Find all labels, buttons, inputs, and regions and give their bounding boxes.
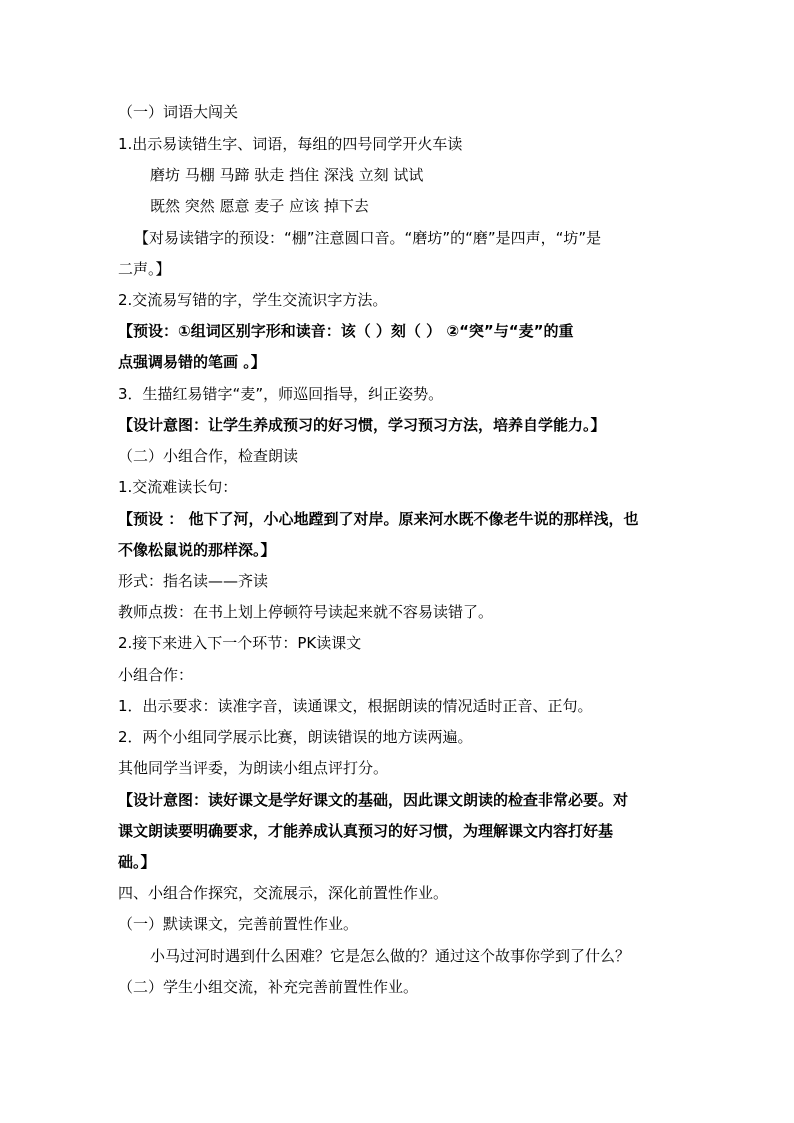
step-long-sentence: 1.交流难读长句： (118, 478, 238, 496)
requirement-1-text: 1．出示要求：读准字音，读通课文，根据朗读的情况适时正音、正句。 (118, 697, 593, 715)
design-intent-2-line-2: 课文朗读要明确要求，才能养成认真预习的好习惯，为理解课文内容打好基 (118, 822, 614, 840)
section-four-heading: 四、小组合作探究，交流展示，深化前置性作业。 (118, 884, 449, 902)
step-2-text: 2.交流易写错的字，学生交流识字方法。 (118, 291, 388, 309)
preset-sentence-line-1: 【预设 ： 他下了河，小心地蹚到了对岸。原来河水既不像老牛说的那样浅，也 (118, 510, 639, 528)
preset-note-line-1: 【对易读错字的预设：“棚”注意圆口音。“磨坊”的“磨”是四声，“坊”是 (134, 229, 602, 247)
preset-sentence-line-2: 不像松鼠说的那样深。】 (118, 541, 276, 559)
form-text: 形式：指名读——齐读 (118, 572, 269, 590)
judges-text: 其他同学当评委，为朗读小组点评打分。 (118, 759, 389, 777)
step-3-text: 3．生描红易错字“麦”，师巡回指导，纠正姿势。 (118, 385, 444, 403)
design-intent-2-line-1: 【设计意图：读好课文是学好课文的基础，因此课文朗读的检查非常必要。对 (118, 791, 629, 809)
silent-reading-heading: （一）默读课文，完善前置性作业。 (118, 915, 359, 933)
design-intent-2-line-3: 础。】 (118, 853, 156, 871)
group-cooperation-label: 小组合作： (118, 666, 194, 684)
teacher-tip-text: 教师点拨：在书上划上停顿符号读起来就不容易读错了。 (118, 603, 494, 621)
word-list-line-1: 磨坊 马棚 马蹄 驮走 挡住 深浅 立刻 试试 (150, 166, 424, 184)
section-heading-word-challenge: （一）词语大闯关 (118, 103, 239, 121)
preset-note-line-2: 二声。】 (118, 260, 171, 278)
question-text: 小马过河时遇到什么困难？它是怎么做的？通过这个故事你学到了什么？ (150, 947, 631, 965)
step-1-text: 1.出示易读错生字、词语，每组的四号同学开火车读 (118, 135, 463, 153)
preset-bold-line-1: 【预设：①组词区别字形和读音：该（ ）刻（ ） ②“突”与“麦”的重 (118, 322, 574, 340)
word-list-line-2: 既然 突然 愿意 麦子 应该 掉下去 (150, 197, 369, 215)
next-step-text: 2.接下来进入下一个环节：PK读课文 (118, 634, 362, 652)
requirement-2-text: 2．两个小组同学展示比赛，朗读错误的地方读两遍。 (118, 728, 473, 746)
section-heading-group-reading: （二）小组合作，检查朗读 (118, 447, 299, 465)
design-intent-1: 【设计意图：让学生养成预习的好习惯，学习预习方法，培养自学能力。】 (118, 416, 606, 434)
group-exchange-heading: （二）学生小组交流，补充完善前置性作业。 (118, 978, 419, 996)
preset-bold-line-2: 点强调易错的笔画 。】 (118, 353, 266, 371)
